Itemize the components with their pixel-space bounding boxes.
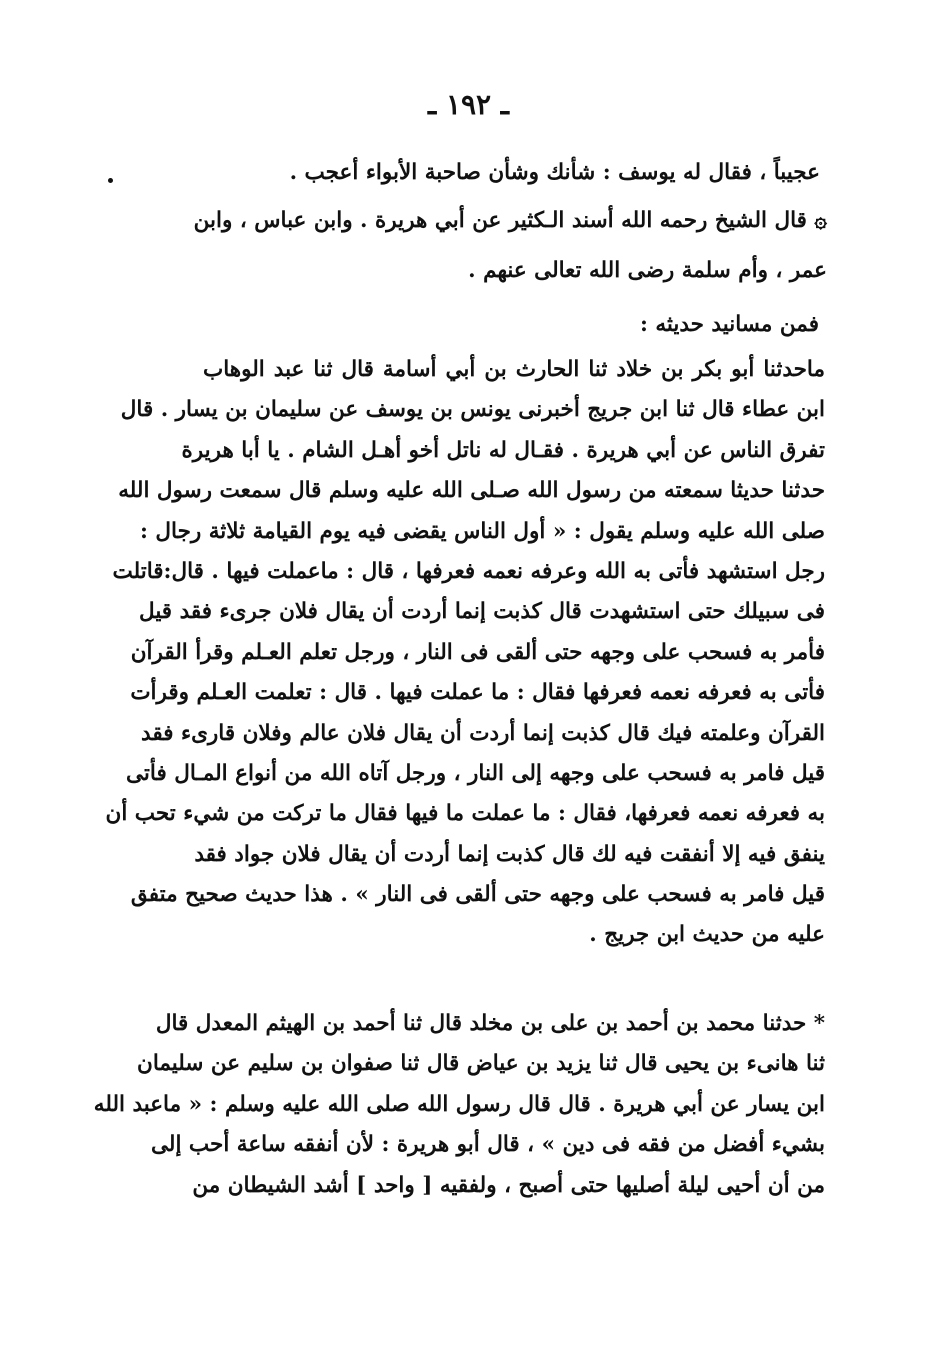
hadith1-line: قيل فامر به فسحب على وجهه إلى النار ، ورجل آتاه الله من أنواع المـال فأتى [126,760,825,786]
hadith1-line: تفرق الناس عن أبي هريرة . فقـال له ناتل أخو أهـل الشام . يا أبا هريرة [181,437,825,463]
hadith1-line: قيل فامر به فسحب على وجهه حتى ألقى فى النار » . هذا حديث صحيح متفق [130,882,825,908]
hadith1-line: حدثنا حديثا سمعته من رسول الله صـلى الله عليه وسلم قال سمعت رسول الله [118,478,825,504]
hadith1-line: رجل استشهد فأتى به الله وعرفه نعمه فعرفها ، قال : ماعملت فيها . قال:قاتلت [112,558,825,584]
ink-speck [108,178,113,183]
hadith2-line: بشيء أفضل من فقه فى دين » ، قال أبو هريرة : لأن أنفقه ساعة أحب إلى [151,1132,825,1158]
hadith1-line: فأمر به فسحب على وجهه حتى ألقى فى النار ، ورجل تعلم العـلم وقرأ القرآن [130,639,825,665]
hadith1-line: صلى الله عليه وسلم يقول : « أول الناس يقضى فيه يوم القيامة ثلاثة رجال : [140,518,825,544]
hadith-paragraph-2 [93,1004,825,1206]
hadith2-line: ابن يسار عن أبي هريرة . قال قال رسول الله صلى الله عليه وسلم : « ماعبد الله [93,1091,825,1117]
sheikh-line: ۞ قال الشيخ رحمه الله أسند الـكثير عن أبي هريرة . وابن عباس ، وابن [193,208,827,233]
intro-paragraph [200,150,820,196]
page-number: ـ ١٩٢ ـ [427,88,510,121]
section-heading [199,300,819,350]
hadith1-line: فى سبيلك حتى استشهدت قال كذبت إنما أردت أن يقال فلان جرىء فقد قيل [139,599,825,625]
hadith2-line: * حدثنا محمد بن أحمد بن على بن مخلد قال ثنا أحمد بن الهيثم المعدل قال [155,1011,825,1036]
hadith1-line: به فعرفه نعمه فعرفها، فقال : ما عملت ما فيها فقال ما تركت من شيء تحب أن [105,801,825,827]
hadith-paragraph-1 [105,350,825,956]
musnad-heading: فمن مسانيد حديثه : [639,312,819,337]
intro-line: عجيباً ، فقال له يوسف : شأنك وشأن صاحبة الأبواء أعجب . [289,160,820,185]
sheikh-line: عمر ، وأم سلمة رضى الله تعالى عنهم . [468,258,827,283]
hadith1-line: ينفق فيه إلا أنفقت فيه لك قال كذبت إنما أردت أن يقال فلان جواد فقد [194,841,825,867]
hadith2-line: ثنا هانىء بن يحيى قال ثنا يزيد بن عياض قال ثنا صفوان بن سليم عن سليمان [137,1051,825,1077]
sheikh-paragraph [193,196,827,296]
hadith1-line: فأتى به فعرفه نعمه فعرفها فقال : ما عملت فيها . قال : تعلمت العـلم وقرأت [130,680,825,706]
hadith1-line: عليه من حديث ابن جريج . [589,922,825,948]
hadith1-line: ابن عطاء قال ثنا ابن جريج أخبرنى يونس بن يوسف عن سليمان بن يسار . قال [120,397,825,423]
hadith1-line: القرآن وعلمته فيك قال كذبت إنما أردت أن يقال فلان عالم وفلان قارىء فقد [141,720,825,746]
hadith2-line: من أن أحيى ليلة أصليها حتى أصبح ، ولفقيه [ واحد ] أشد الشيطان من [192,1172,825,1198]
hadith1-line: ماحدثنا أبو بكر بن خلاد ثنا الحارث بن أبي أسامة قال ثنا عبد الوهاب [203,357,825,382]
